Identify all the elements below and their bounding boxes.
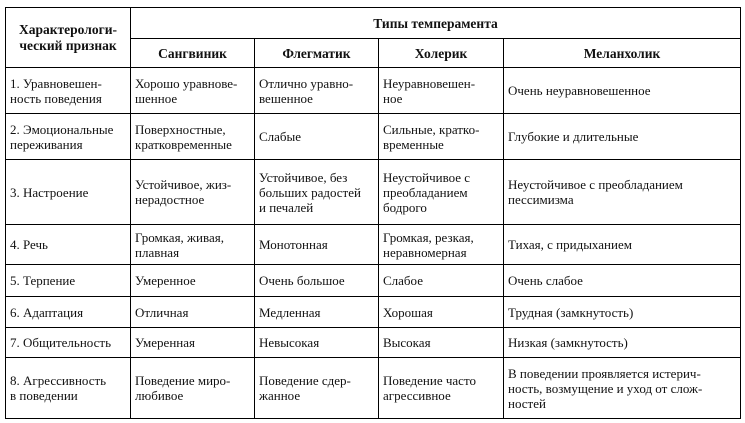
trait-cell: 7. Общительность (6, 328, 131, 358)
value-cell: Трудная (замкнутость) (504, 297, 741, 328)
value-cell: Низкая (замкнутость) (504, 328, 741, 358)
column-header-choleric: Холерик (379, 39, 504, 68)
trait-cell: 6. Адаптация (6, 297, 131, 328)
temperament-table (5, 7, 741, 419)
value-cell: Отлично уравно- вешенное (255, 68, 379, 114)
value-cell: Очень слабое (504, 265, 741, 297)
value-cell: Громкая, живая, плавная (131, 225, 255, 265)
value-cell: Отличная (131, 297, 255, 328)
table-row (6, 297, 741, 328)
value-cell: Поведение миро- любивое (131, 358, 255, 419)
value-cell: Монотонная (255, 225, 379, 265)
temperament-types-header: Типы темперамента (131, 8, 741, 39)
value-cell: Очень большое (255, 265, 379, 297)
table-row (6, 225, 741, 265)
value-cell: Устойчивое, жиз- нерадостное (131, 160, 255, 225)
table-row (6, 68, 741, 114)
table-row (6, 114, 741, 160)
value-cell: Глубокие и длительные (504, 114, 741, 160)
value-cell: Поверхностные, кратковременные (131, 114, 255, 160)
value-cell: Невысокая (255, 328, 379, 358)
column-header-melancholic: Меланхолик (504, 39, 741, 68)
value-cell: Хорошая (379, 297, 504, 328)
value-cell: Сильные, кратко- временные (379, 114, 504, 160)
value-cell: Поведение часто агрессивное (379, 358, 504, 419)
table-row (6, 265, 741, 297)
trait-cell: 3. Настроение (6, 160, 131, 225)
trait-cell: 5. Терпение (6, 265, 131, 297)
table-row (6, 358, 741, 419)
value-cell: Тихая, с придыханием (504, 225, 741, 265)
trait-cell: 1. Уравновешен- ность поведения (6, 68, 131, 114)
table-row (6, 328, 741, 358)
value-cell: Умеренная (131, 328, 255, 358)
trait-cell: 4. Речь (6, 225, 131, 265)
trait-cell: 8. Агрессивность в поведении (6, 358, 131, 419)
column-header-phlegmatic: Флегматик (255, 39, 379, 68)
value-cell: Громкая, резкая, неравномерная (379, 225, 504, 265)
value-cell: Неуравновешен- ное (379, 68, 504, 114)
value-cell: В поведении проявляется истерич- ность, возмущение и уход от слож- ностей (504, 358, 741, 419)
trait-column-header: Характерологи- ческий признак (6, 8, 131, 68)
value-cell: Хорошо уравнове- шенное (131, 68, 255, 114)
value-cell: Неустойчивое с преобладанием пессимизма (504, 160, 741, 225)
value-cell: Слабое (379, 265, 504, 297)
value-cell: Высокая (379, 328, 504, 358)
value-cell: Слабые (255, 114, 379, 160)
table-row (6, 160, 741, 225)
value-cell: Устойчивое, без больших радостей и печалей (255, 160, 379, 225)
value-cell: Очень неуравновешенное (504, 68, 741, 114)
value-cell: Неустойчивое с преобладанием бодрого (379, 160, 504, 225)
trait-cell: 2. Эмоциональные переживания (6, 114, 131, 160)
value-cell: Поведение сдер- жанное (255, 358, 379, 419)
value-cell: Медленная (255, 297, 379, 328)
value-cell: Умеренное (131, 265, 255, 297)
column-header-sanguine: Сангвиник (131, 39, 255, 68)
